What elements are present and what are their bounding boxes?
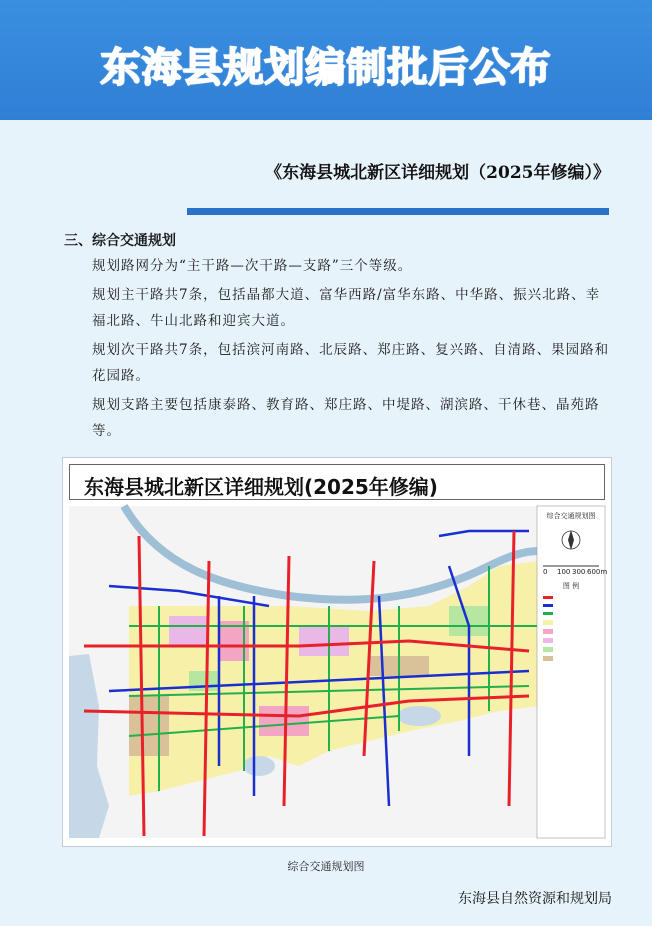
paragraph-text: 规划次干路共7条，包括滨河南路、北辰路、郑庄路、复兴路、自清路、果园路和花园路。 <box>92 342 610 384</box>
land-public <box>169 616 209 646</box>
paragraph-primary-roads <box>64 282 612 334</box>
paragraph-text: 规划路网分为“主干路—次干路—支路”三个等级。 <box>92 258 413 274</box>
legend-swatch <box>543 596 553 599</box>
legend-swatch <box>543 612 553 615</box>
map-title: 东海县城北新区详细规划(2025年修编) <box>84 475 438 499</box>
scale-label: 300 <box>572 568 586 576</box>
paragraph-road-levels <box>64 253 612 279</box>
traffic-plan-map <box>62 457 612 847</box>
legend-panel <box>537 506 608 838</box>
map-caption: 综合交通规划图 <box>287 860 365 873</box>
paragraph-secondary-roads <box>64 337 612 389</box>
legend-swatch <box>543 604 553 607</box>
paragraph-branch-roads <box>64 392 612 444</box>
land-industrial <box>129 696 169 756</box>
section-heading: 三、综合交通规划 <box>64 233 176 249</box>
scale-label: 600m <box>587 568 608 576</box>
paragraph-text: 规划主干路共7条，包括晶都大道、富华西路/富华东路、中华路、振兴北路、幸福北路、牛山北路和迎宾大道。 <box>92 287 601 329</box>
legend-swatch <box>543 638 553 643</box>
scale-label: 100 <box>557 568 571 576</box>
pond <box>397 706 441 726</box>
legend-swatch <box>543 620 553 625</box>
paragraph-text: 规划支路主要包括康泰路、教育路、郑庄路、中堤路、湖滨路、干休巷、晶苑路等。 <box>92 397 600 439</box>
land-public <box>299 626 349 656</box>
map-subtitle: 综合交通规划图 <box>546 512 596 520</box>
legend-swatch <box>543 656 553 661</box>
legend-swatch <box>543 629 553 634</box>
scale-label: 0 <box>543 568 548 576</box>
title-divider <box>187 208 609 215</box>
issuer: 东海县自然资源和规划局 <box>458 891 612 907</box>
document-title: 《东海县城北新区详细规划（2025年修编）》 <box>265 163 610 183</box>
legend-heading: 图 例 <box>562 582 580 590</box>
pond <box>243 756 275 776</box>
map-drawing <box>69 506 608 838</box>
page-title: 东海县规划编制批后公布 <box>100 45 552 91</box>
map-title-bar <box>69 464 605 500</box>
legend-swatch <box>543 647 553 652</box>
